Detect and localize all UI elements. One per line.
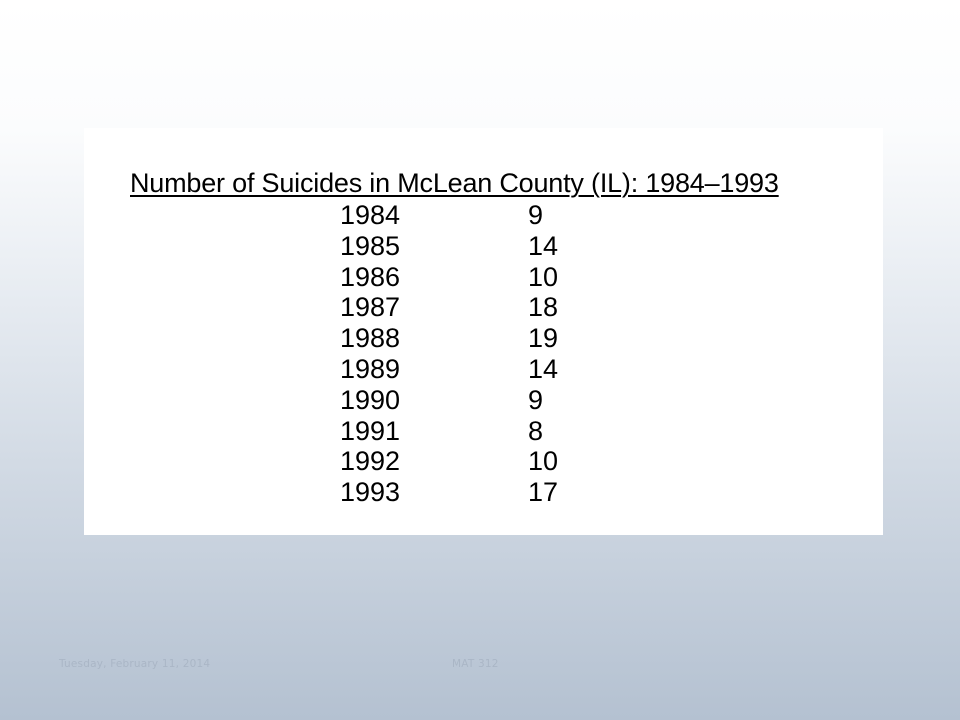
year-cell: 1991 — [340, 415, 401, 446]
table-body — [340, 200, 640, 508]
year-cell: 1992 — [340, 446, 401, 477]
table-row — [340, 323, 640, 354]
year-cell: 1989 — [340, 353, 401, 384]
count-cell: 10 — [528, 446, 559, 477]
year-cell: 1986 — [340, 261, 401, 292]
table-row — [340, 200, 640, 231]
year-cell: 1985 — [340, 230, 401, 261]
count-cell: 17 — [528, 477, 559, 508]
table-row — [340, 385, 640, 416]
table-title: Number of Suicides in McLean County (IL): 1984–1993 — [130, 168, 779, 198]
count-cell: 14 — [528, 230, 559, 261]
footer-date: Tuesday, February 11, 2014 — [59, 658, 211, 670]
count-cell: 9 — [528, 384, 544, 415]
count-cell: 8 — [528, 415, 544, 446]
table-row — [340, 292, 640, 323]
suicides-table-image — [84, 128, 883, 535]
table-row — [340, 477, 640, 508]
table-row — [340, 262, 640, 293]
year-cell: 1988 — [340, 323, 401, 354]
table-row — [340, 354, 640, 385]
year-cell: 1990 — [340, 384, 401, 415]
table-row — [340, 231, 640, 262]
count-cell: 9 — [528, 200, 544, 230]
table-row — [340, 416, 640, 447]
count-cell: 10 — [528, 261, 559, 292]
year-cell: 1984 — [340, 200, 401, 230]
count-cell: 18 — [528, 292, 559, 323]
count-cell: 14 — [528, 353, 559, 384]
count-cell: 19 — [528, 323, 559, 354]
footer-course: MAT 312 — [452, 658, 499, 670]
year-cell: 1987 — [340, 292, 401, 323]
year-cell: 1993 — [340, 477, 401, 508]
table-row — [340, 446, 640, 477]
